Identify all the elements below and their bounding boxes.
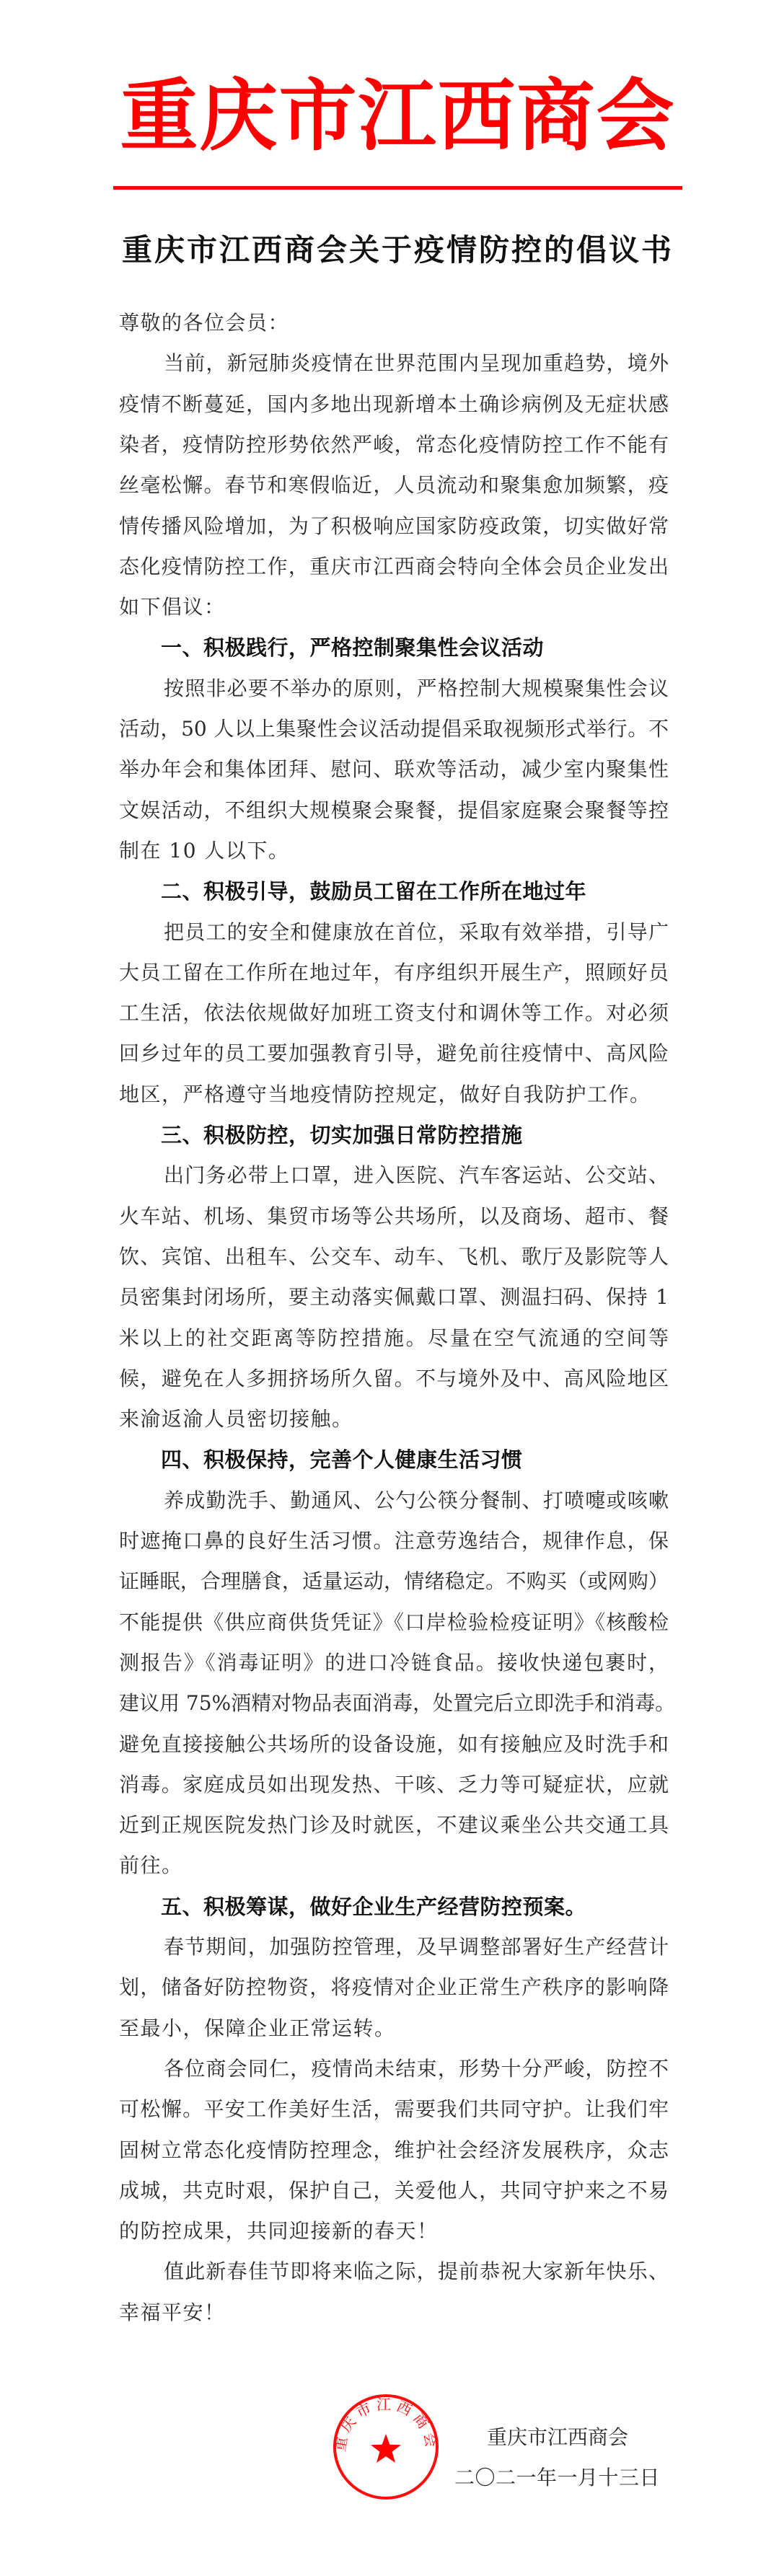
paragraph-line: 值此新春佳节即将来临之际，提前恭祝大家新年快乐、 [164, 2259, 669, 2284]
paragraph-line: 来渝返渝人员密切接触。 [119, 1407, 353, 1432]
paragraph-line: 把员工的安全和健康放在首位，采取有效举措，引导广 [164, 919, 669, 944]
paragraph-line: 米以上的社交距离等防控措施。尽量在空气流通的空间等 [119, 1326, 669, 1350]
section-heading: 一、积极践行，严格控制聚集性会议活动 [161, 635, 545, 661]
section-heading: 五、积极筹谋，做好企业生产经营防控预案。 [161, 1894, 587, 1919]
paragraph-line: 的防控成果，共同迎接新的春天！ [119, 2219, 439, 2244]
paragraph-line: 员密集封闭场所，要主动落实佩戴口罩、测温扫码、保持 1 [119, 1285, 669, 1310]
paragraph-line: 近到正规医院发热门诊及时就医，不建议乘坐公共交通工具 [119, 1813, 669, 1838]
signature-org: 重庆市江西商会 [487, 2425, 629, 2449]
paragraph-line: 测报告》《消毒证明》的进口冷链食品。接收快递包裹时， [119, 1650, 669, 1675]
paragraph-line: 消毒。家庭成员如出现发热、干咳、乏力等可疑症状，应就 [119, 1772, 669, 1796]
paragraph-line: 染者，疫情防控形势依然严峻，常态化疫情防控工作不能有 [119, 432, 669, 456]
paragraph-line: 大员工留在工作所在地过年，有序组织开展生产，照顾好员 [119, 960, 669, 984]
paragraph-line: 划，储备好防控物资，将疫情对企业正常生产秩序的影响降 [119, 1975, 669, 2000]
paragraph-line: 工生活，依法依规做好加班工资支付和调休等工作。对必须 [119, 1001, 669, 1025]
paragraph-line: 建议用 75%酒精对物品表面消毒，处置完后立即洗手和消毒。 [119, 1691, 676, 1716]
paragraph-line: 证睡眠，合理膳食，适量运动，情绪稳定。不购买（或网购） [119, 1569, 669, 1594]
paragraph-line: 固树立常态化疫情防控理念，维护社会经济发展秩序，众志 [119, 2138, 669, 2162]
paragraph-line: 地区，严格遵守当地疫情防控规定，做好自我防护工作。 [119, 1082, 651, 1106]
paragraph-line: 养成勤洗手、勤通风、公勺公筷分餐制、打喷嚏或咳嗽 [164, 1488, 669, 1512]
official-seal-icon [328, 2389, 444, 2505]
paragraph-line: 可松懈。平安工作美好生活，需要我们共同守护。让我们牢 [119, 2097, 669, 2122]
paragraph-line: 不能提供《供应商供货凭证》《口岸检验检疫证明》《核酸检 [119, 1610, 669, 1634]
paragraph-line: 疫情不断蔓延，国内多地出现新增本土确诊病例及无症状感 [119, 392, 669, 416]
paragraph-line: 候，避免在人多拥挤场所久留。不与境外及中、高风险地区 [119, 1366, 669, 1390]
section-heading: 二、积极引导，鼓励员工留在工作所在地过年 [161, 879, 587, 904]
paragraph-line: 情传播风险增加，为了积极响应国家防疫政策，切实做好常 [119, 513, 669, 538]
paragraph-line: 按照非必要不举办的原则，严格控制大规模聚集性会议 [164, 676, 669, 700]
section-heading: 四、积极保持，完善个人健康生活习惯 [161, 1447, 523, 1473]
paragraph-line: 当前，新冠肺炎疫情在世界范围内呈现加重趋势，境外 [164, 351, 669, 376]
paragraph-line: 至最小，保障企业正常运转。 [119, 2016, 396, 2040]
paragraph-line: 出门务必带上口罩，进入医院、汽车客运站、公交站、 [164, 1163, 669, 1188]
paragraph-line: 各位商会同仁，疫情尚未结束，形势十分严峻，防控不 [164, 2056, 669, 2081]
paragraph-line: 活动，50 人以上集聚性会议活动提倡采取视频形式举行。不 [119, 717, 669, 741]
paragraph-line: 回乡过年的员工要加强教育引导，避免前往疫情中、高风险 [119, 1041, 669, 1066]
salutation: 尊敬的各位会员： [119, 311, 290, 335]
paragraph-line: 前往。 [119, 1853, 183, 1878]
letterhead-divider [113, 186, 682, 190]
paragraph-line: 举办年会和集体团拜、慰问、联欢等活动，减少室内聚集性 [119, 757, 669, 782]
document-title: 重庆市江西商会关于疫情防控的倡议书 [121, 232, 674, 268]
paragraph-line: 丝毫松懈。春节和寒假临近，人员流动和聚集愈加频繁，疫 [119, 473, 669, 498]
paragraph-line: 时遮掩口鼻的良好生活习惯。注意劳逸结合，规律作息，保 [119, 1529, 669, 1553]
section-heading: 三、积极防控，切实加强日常防控措施 [161, 1123, 523, 1147]
paragraph-line: 火车站、机场、集贸市场等公共场所，以及商场、超市、餐 [119, 1204, 669, 1228]
paragraph-line: 饮、宾馆、出租车、公交车、动车、飞机、歌厅及影院等人 [119, 1244, 669, 1269]
paragraph-line: 如下倡议： [119, 595, 226, 619]
signature-date: 二〇二一年一月十三日 [454, 2466, 661, 2489]
paragraph-line: 成城，共克时艰，保护自己，关爱他人，共同守护来之不易 [119, 2178, 669, 2202]
paragraph-line: 幸福平安！ [119, 2300, 226, 2324]
paragraph-line: 避免直接接触公共场所的设备设施，如有接触应及时洗手和 [119, 1732, 669, 1756]
paragraph-line: 态化疫情防控工作，重庆市江西商会特向全体会员企业发出 [119, 554, 669, 578]
seal-star-icon [371, 2434, 401, 2463]
letterhead-org-title: 重庆市江西商会 [120, 71, 676, 162]
seal-text: 重庆市江西商会 [330, 2396, 441, 2453]
paragraph-line: 文娱活动，不组织大规模聚会聚餐，提倡家庭聚会聚餐等控 [119, 798, 669, 822]
paragraph-line: 制在 10 人以下。 [119, 838, 290, 863]
paragraph-line: 春节期间，加强防控管理，及早调整部署好生产经营计 [164, 1935, 669, 1959]
